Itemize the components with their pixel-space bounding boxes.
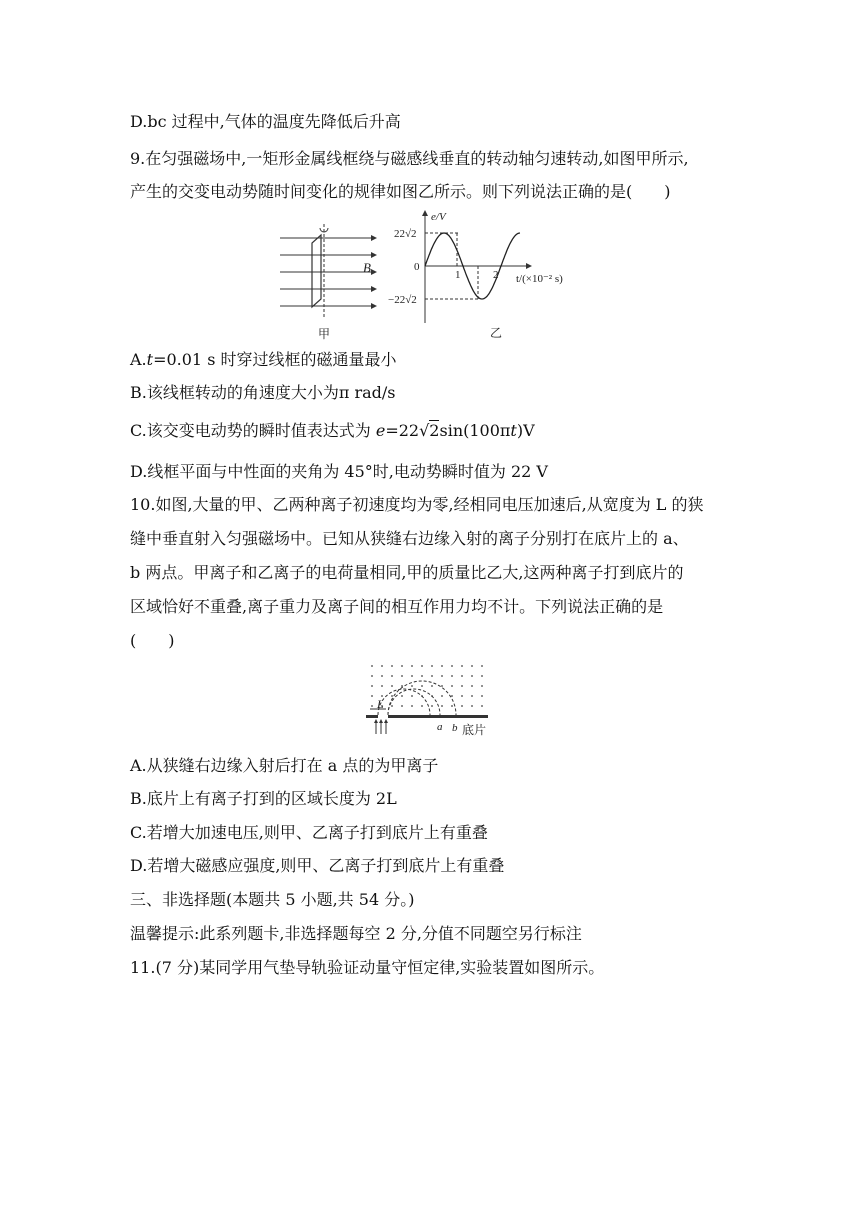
field-dot (461, 665, 463, 667)
origin-label: 0 (414, 261, 420, 273)
q10-stem-line-1: 10.如图,大量的甲、乙两种离子初速度均为零,经相同电压加速后,从宽度为 L 的狭 (130, 495, 704, 514)
field-dot (421, 705, 423, 707)
field-dot (411, 705, 413, 707)
field-dot (371, 695, 373, 697)
field-dot (481, 685, 483, 687)
field-dot (421, 685, 423, 687)
figure-yi-caption: 乙 (490, 326, 503, 340)
q9-stem-line-2: 产生的交变电动势随时间变化的规律如图乙所示。则下列说法正确的是( ) (130, 182, 671, 201)
q9-option-b: B.该线框转动的角速度大小为π rad/s (130, 383, 396, 402)
q10-stem-line-5: ( ) (130, 631, 175, 650)
y-max-label: 22√2 (394, 228, 417, 240)
field-dot (411, 695, 413, 697)
field-dot (401, 695, 403, 697)
field-dot (441, 695, 443, 697)
x-axis-label: t/(×10⁻² s) (516, 273, 563, 285)
field-dot (411, 665, 413, 667)
field-dot (381, 685, 383, 687)
field-dot (421, 675, 423, 677)
field-dot (451, 675, 453, 677)
field-dot (481, 665, 483, 667)
field-dot (431, 685, 433, 687)
field-dot (411, 685, 413, 687)
field-dot (471, 685, 473, 687)
slit-width-label: L (377, 697, 384, 711)
field-dot (371, 665, 373, 667)
field-dot (431, 705, 433, 707)
section-3-tip: 温馨提示:此系列题卡,非选择题每空 2 分,分值不同题空另行标注 (130, 924, 582, 943)
y-axis-label: e/V (431, 211, 446, 223)
field-dot (391, 695, 393, 697)
q10-figure (366, 660, 496, 740)
field-dot (441, 665, 443, 667)
field-dot (381, 665, 383, 667)
field-dot (381, 675, 383, 677)
q10-stem-line-3: b 两点。甲离子和乙离子的电荷量相同,甲的质量比乙大,这两种离子打到底片的 (130, 563, 684, 582)
field-dot (451, 685, 453, 687)
q10-option-c: C.若增大加速电压,则甲、乙离子打到底片上有重叠 (130, 823, 488, 842)
field-dot (481, 695, 483, 697)
q11-stem: 11.(7 分)某同学用气垫导轨验证动量守恒定律,实验装置如图所示。 (130, 958, 605, 977)
x-tick-1: 1 (455, 269, 461, 281)
field-dot (441, 705, 443, 707)
field-dot (461, 695, 463, 697)
x-tick-2: 2 (493, 269, 499, 281)
field-dot (461, 705, 463, 707)
field-dot (471, 675, 473, 677)
field-dot (431, 675, 433, 677)
field-dot (451, 695, 453, 697)
field-dot (471, 695, 473, 697)
field-dot (411, 675, 413, 677)
q9-figure-yi (386, 208, 596, 346)
field-dot (391, 675, 393, 677)
field-dot (401, 675, 403, 677)
field-dot (471, 705, 473, 707)
field-dot (431, 665, 433, 667)
magnetic-field-dots (371, 665, 483, 707)
q9-figure-jia (276, 210, 386, 345)
film-label: 底片 (462, 723, 487, 737)
field-dot (461, 675, 463, 677)
q10-stem-line-2: 缝中垂直射入匀强磁场中。已知从狭缝右边缘入射的离子分别打在底片上的 a、 (130, 529, 689, 548)
field-dot (451, 705, 453, 707)
field-dot (401, 705, 403, 707)
field-dot (391, 685, 393, 687)
field-b-label: B (363, 260, 371, 275)
q10-stem-line-4: 区域恰好不重叠,离子重力及离子间的相互作用力均不计。下列说法正确的是 (130, 597, 664, 616)
q9-stem-line-1: 9.在匀强磁场中,一矩形金属线框绕与磁感线垂直的转动轴匀速转动,如图甲所示, (130, 149, 689, 168)
field-dot (421, 665, 423, 667)
figure-jia-caption: 甲 (318, 327, 331, 341)
field-dot (391, 665, 393, 667)
field-dot (451, 665, 453, 667)
point-a-label: a (437, 721, 443, 733)
q10-option-b: B.底片上有离子打到的区域长度为 2L (130, 789, 397, 808)
field-dot (481, 675, 483, 677)
q9-option-c: C.该交变电动势的瞬时值表达式为 e=22√2sin(100πt)V (130, 421, 535, 440)
field-dot (391, 705, 393, 707)
section-3-title: 三、非选择题(本题共 5 小题,共 54 分。) (130, 890, 415, 909)
field-dot (371, 705, 373, 707)
field-dot (371, 675, 373, 677)
field-dot (441, 685, 443, 687)
q8-option-d: D.bc 过程中,气体的温度先降低后升高 (130, 112, 401, 131)
q9-option-d: D.线框平面与中性面的夹角为 45°时,电动势瞬时值为 22 V (130, 462, 548, 481)
field-dot (481, 705, 483, 707)
y-min-label: −22√2 (388, 294, 417, 306)
field-dot (461, 685, 463, 687)
q10-option-d: D.若增大磁感应强度,则甲、乙离子打到底片上有重叠 (130, 856, 505, 875)
field-dot (441, 675, 443, 677)
q9-option-a: A.t=0.01 s 时穿过线框的磁通量最小 (130, 350, 397, 369)
point-b-label: b (452, 722, 458, 734)
q10-option-a: A.从狭缝右边缘入射后打在 a 点的为甲离子 (130, 756, 439, 775)
field-dot (371, 685, 373, 687)
field-dot (471, 665, 473, 667)
field-dot (401, 665, 403, 667)
